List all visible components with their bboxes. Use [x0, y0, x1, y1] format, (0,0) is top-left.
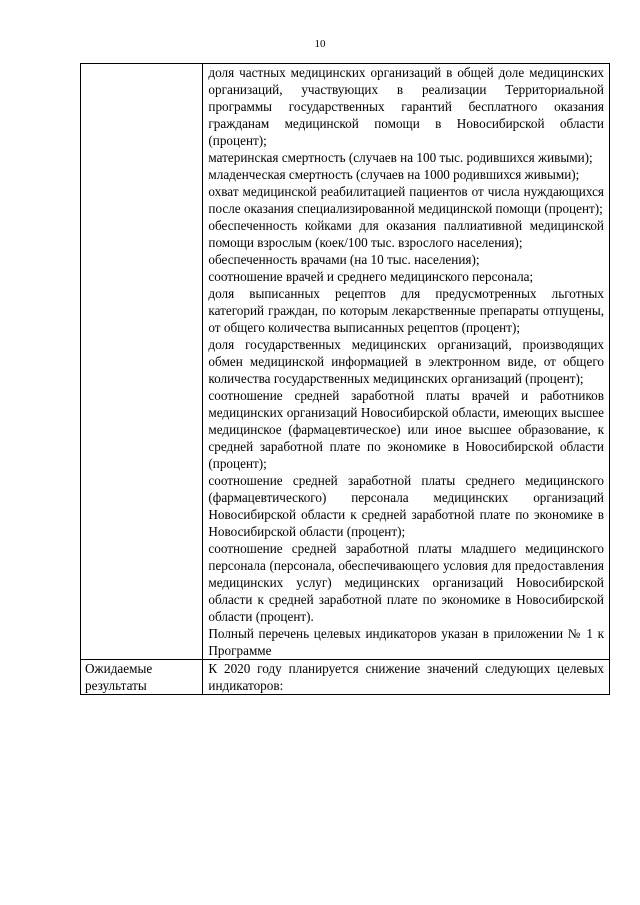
table-row-indicators [81, 64, 610, 660]
indicator-item: соотношение средней заработной платы врачей и работников медицинских организаций Новосибирской области, имеющих высшее медицинское (фармацевтическое) или иное высшее образование, к средней заработной плате по экономике в Новосибирской области (процент); [208, 388, 604, 471]
row-label-expected-results: Ожидаемые результаты [81, 660, 203, 695]
page-number: 10 [314, 38, 326, 50]
expected-results-content [203, 660, 610, 695]
indicator-item: доля государственных медицинских организаций, производящих обмен медицинской информацией в электронном виде, от общего количества государственных медицинских организаций (процент); [208, 337, 604, 386]
indicator-item: доля частных медицинских организаций в общей доле медицинских организаций, участвующих в реализации Территориальной программы государственных гарантий бесплатного оказания гражданам медицинской помощи в Новосибирской области (процент); [208, 65, 604, 148]
indicator-item: соотношение средней заработной платы среднего медицинского (фармацевтического) персонала медицинских организаций Новосибирской области к средней заработной плате по экономике в Новосибирской области (процент); [208, 473, 604, 539]
table-row-expected-results [81, 660, 610, 695]
row-label-empty [81, 64, 203, 660]
indicator-item: охват медицинской реабилитацией пациентов от числа нуждающихся после оказания специализированной медицинской помощи (процент); [208, 184, 604, 216]
indicator-item: материнская смертность (случаев на 100 тыс. родившихся живыми); [208, 150, 593, 165]
program-passport-table [80, 63, 610, 695]
indicator-item: обеспеченность врачами (на 10 тыс. населения); [208, 252, 480, 267]
indicator-item: соотношение средней заработной платы младшего медицинского персонала (персонала, обеспечивающего условия для предоставления медицинских услуг) медицинских организаций Новосибирской области к средней заработной плате по экономике в Новосибирской области (процент). [208, 541, 604, 624]
indicator-item: соотношение врачей и среднего медицинского персонала; [208, 269, 534, 284]
indicator-item: обеспеченность койками для оказания паллиативной медицинской помощи взрослым (коек/100 тыс. взрослого населения); [208, 218, 604, 250]
indicator-item: младенческая смертность (случаев на 1000 родившихся живыми); [208, 167, 580, 182]
indicators-list [203, 64, 610, 660]
indicator-item: доля выписанных рецептов для предусмотренных льготных категорий граждан, по которым лекарственные препараты отпущены, от общего количества выписанных рецептов (процент); [208, 286, 604, 335]
expected-results-intro: К 2020 году планируется снижение значений следующих целевых индикаторов: [208, 661, 604, 693]
full-list-reference: Полный перечень целевых индикаторов указан в приложении № 1 к Программе [208, 626, 604, 658]
